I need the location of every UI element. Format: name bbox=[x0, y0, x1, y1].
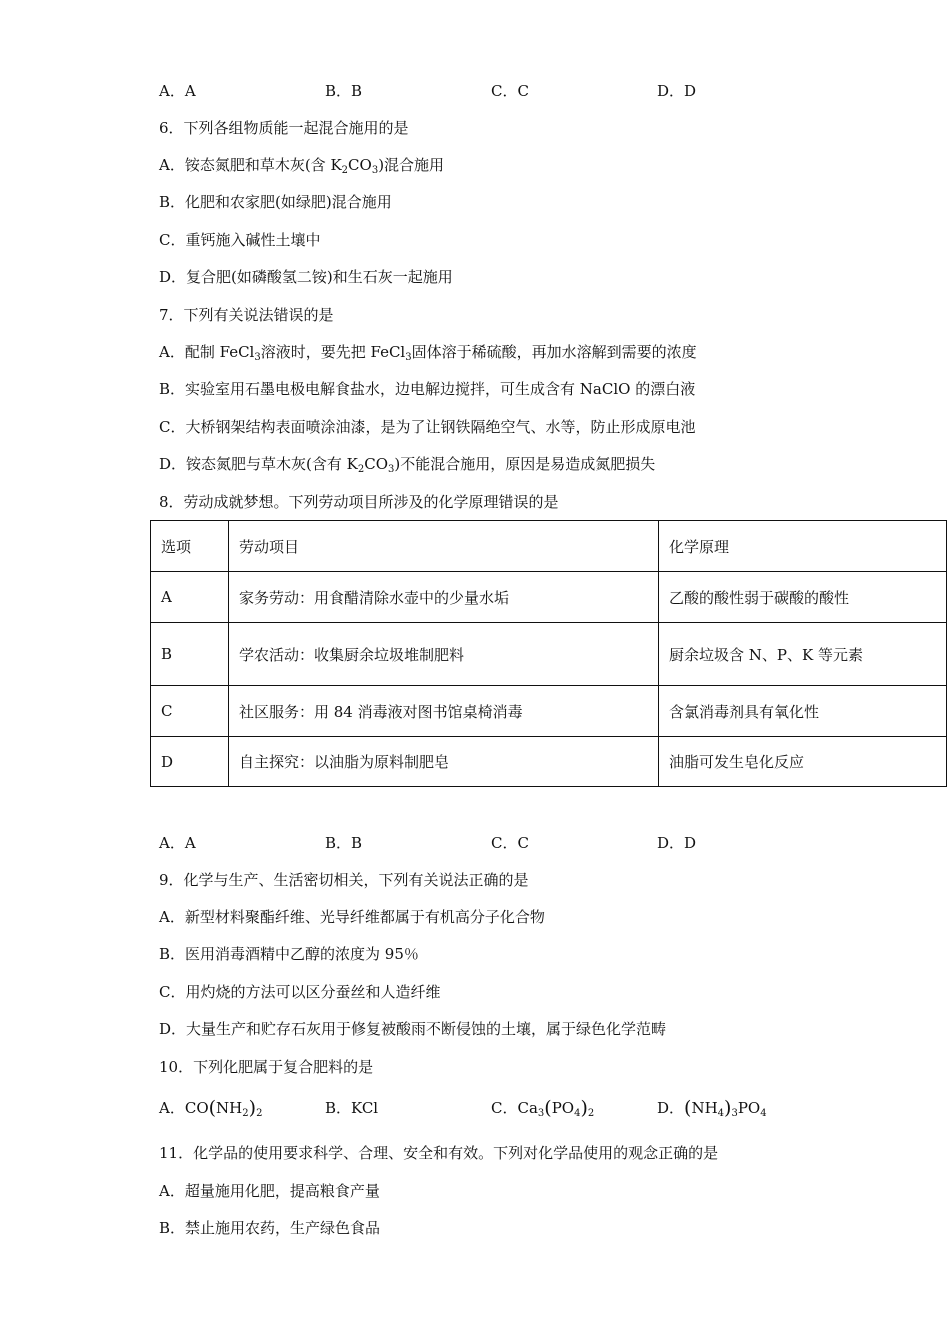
q6-a-sub2: 3 bbox=[371, 165, 379, 176]
q8-option-d[interactable]: D．D bbox=[657, 834, 697, 852]
q9-option-a[interactable]: A．新型材料聚酯纤维、光导纤维都属于有机高分子化合物 bbox=[159, 908, 545, 926]
table-cell: C bbox=[151, 686, 229, 737]
q10-a-main: CO bbox=[184, 1099, 209, 1117]
q11-option-b[interactable]: B．禁止施用农药，生产绿色食品 bbox=[159, 1219, 381, 1237]
table-cell: 乙酸的酸性弱于碳酸的酸性 bbox=[659, 572, 947, 623]
q9-stem: 9．化学与生产、生活密切相关，下列有关说法正确的是 bbox=[159, 871, 529, 889]
q8-option-b[interactable]: B．B bbox=[325, 834, 363, 852]
table-header-cell: 选项 bbox=[151, 521, 229, 572]
q10-option-a[interactable] bbox=[159, 1097, 262, 1119]
table-header-cell: 劳动项目 bbox=[229, 521, 659, 572]
q5-option-d[interactable]: D．D bbox=[657, 82, 697, 100]
q7-a-mid: 溶液时，要先把 FeCl bbox=[260, 343, 406, 361]
q10-d-label: D． bbox=[657, 1099, 685, 1117]
q9-option-c[interactable]: C．用灼烧的方法可以区分蚕丝和人造纤维 bbox=[159, 983, 441, 1001]
table-cell: 家务劳动：用食醋清除水壶中的少量水垢 bbox=[229, 572, 659, 623]
q10-d-sub-outer: 3 bbox=[731, 1108, 738, 1119]
open-paren-icon: ( bbox=[544, 1097, 552, 1119]
q7-d-post: )不能混合施用，原因是易造成氮肥损失 bbox=[394, 455, 656, 473]
q10-d-main: PO bbox=[737, 1099, 761, 1117]
q10-c-sub-inner: 4 bbox=[574, 1108, 581, 1119]
q7-a-sub2: 3 bbox=[405, 352, 412, 363]
q7-a-pre: A．配制 FeCl bbox=[159, 343, 255, 361]
q8-table bbox=[150, 520, 947, 787]
q5-option-b[interactable]: B．B bbox=[325, 82, 363, 100]
table-row bbox=[151, 686, 947, 737]
q8-stem: 8．劳动成就梦想。下列劳动项目所涉及的化学原理错误的是 bbox=[159, 493, 559, 511]
q6-option-a[interactable] bbox=[159, 155, 444, 175]
table-header-row bbox=[151, 521, 947, 572]
table-cell: 厨余垃圾含 N、P、K 等元素 bbox=[659, 623, 947, 686]
q7-a-sub1: 3 bbox=[254, 352, 261, 363]
q9-option-d[interactable]: D．大量生产和贮存石灰用于修复被酸雨不断侵蚀的土壤，属于绿色化学范畴 bbox=[159, 1020, 667, 1038]
close-paren-icon: ) bbox=[580, 1097, 588, 1119]
q8-option-c[interactable]: C．C bbox=[491, 834, 529, 852]
q5-option-a[interactable]: A．A bbox=[159, 82, 196, 100]
table-cell: 自主探究：以油脂为原料制肥皂 bbox=[229, 737, 659, 787]
q7-stem: 7．下列有关说法错误的是 bbox=[159, 306, 334, 324]
q7-option-c[interactable]: C．大桥钢架结构表面喷涂油漆，是为了让钢铁隔绝空气、水等，防止形成原电池 bbox=[159, 418, 696, 436]
q10-c-inner: PO bbox=[551, 1099, 575, 1117]
q10-d-inner: NH bbox=[691, 1099, 718, 1117]
q8-options bbox=[159, 832, 859, 854]
q6-stem: 6．下列各组物质能一起混合施用的是 bbox=[159, 119, 409, 137]
table-cell: 油脂可发生皂化反应 bbox=[659, 737, 947, 787]
q8-option-a[interactable]: A．A bbox=[159, 834, 196, 852]
table-row bbox=[151, 737, 947, 787]
q6-a-pre: A．铵态氮肥和草木灰(含 K bbox=[159, 156, 342, 174]
table-cell: 学农活动：收集厨余垃圾堆制肥料 bbox=[229, 623, 659, 686]
q5-option-c[interactable]: C．C bbox=[491, 82, 529, 100]
q6-option-b[interactable]: B．化肥和农家肥(如绿肥)混合施用 bbox=[159, 193, 392, 211]
table-cell: B bbox=[151, 623, 229, 686]
q10-c-sub-outer: 2 bbox=[587, 1108, 595, 1119]
table-row bbox=[151, 572, 947, 623]
close-paren-icon: ) bbox=[724, 1097, 732, 1119]
q9-option-b[interactable]: B．医用消毒酒精中乙醇的浓度为 95％ bbox=[159, 945, 419, 963]
q10-c-label: C． bbox=[491, 1099, 518, 1117]
q10-option-b[interactable]: B．KCl bbox=[325, 1099, 379, 1117]
table-header-cell: 化学原理 bbox=[659, 521, 947, 572]
q10-c-main: Ca bbox=[517, 1099, 538, 1117]
table-cell: 含氯消毒剂具有氧化性 bbox=[659, 686, 947, 737]
q10-option-c[interactable] bbox=[491, 1097, 594, 1119]
q10-a-label: A． bbox=[159, 1099, 185, 1117]
q6-a-sub1: 2 bbox=[341, 165, 349, 176]
table-cell: A bbox=[151, 572, 229, 623]
close-paren-icon: ) bbox=[248, 1097, 257, 1119]
q6-a-post: )混合施用 bbox=[378, 156, 445, 174]
q7-d-mid: CO bbox=[364, 455, 389, 473]
q11-stem: 11．化学品的使用要求科学、合理、安全和有效。下列对化学品使用的观念正确的是 bbox=[159, 1144, 719, 1162]
q7-a-post: 固体溶于稀硫酸，再加水溶解到需要的浓度 bbox=[411, 343, 697, 361]
q10-a-inner: NH bbox=[216, 1099, 243, 1117]
q10-options bbox=[159, 1097, 859, 1119]
q7-d-sub1: 2 bbox=[357, 464, 365, 475]
q7-d-sub2: 3 bbox=[388, 464, 395, 475]
table-row bbox=[151, 623, 947, 686]
open-paren-icon: ( bbox=[208, 1097, 217, 1119]
q7-option-d[interactable] bbox=[159, 454, 655, 474]
q7-option-a[interactable] bbox=[159, 342, 697, 362]
q10-a-sub-outer: 2 bbox=[256, 1108, 263, 1119]
q6-option-c[interactable]: C．重钙施入碱性土壤中 bbox=[159, 231, 321, 249]
q10-stem: 10．下列化肥属于复合肥料的是 bbox=[159, 1058, 374, 1076]
open-paren-icon: ( bbox=[684, 1097, 692, 1119]
q10-d-sub-inner: 4 bbox=[717, 1108, 725, 1119]
q10-c-sub-main: 3 bbox=[537, 1108, 545, 1119]
q7-option-b[interactable]: B．实验室用石墨电极电解食盐水，边电解边搅拌，可生成含有 NaClO 的漂白液 bbox=[159, 380, 696, 398]
q10-d-sub-main: 4 bbox=[760, 1108, 767, 1119]
q6-a-mid: CO bbox=[348, 156, 372, 174]
q10-option-d[interactable] bbox=[657, 1097, 767, 1119]
table-cell: D bbox=[151, 737, 229, 787]
q6-option-d[interactable]: D．复合肥(如磷酸氢二铵)和生石灰一起施用 bbox=[159, 268, 453, 286]
q10-a-sub-inner: 2 bbox=[242, 1108, 249, 1119]
q5-options bbox=[159, 80, 859, 102]
table-cell: 社区服务：用 84 消毒液对图书馆桌椅消毒 bbox=[229, 686, 659, 737]
q11-option-a[interactable]: A．超量施用化肥，提高粮食产量 bbox=[159, 1182, 380, 1200]
q7-d-pre: D．铵态氮肥与草木灰(含有 K bbox=[159, 455, 358, 473]
